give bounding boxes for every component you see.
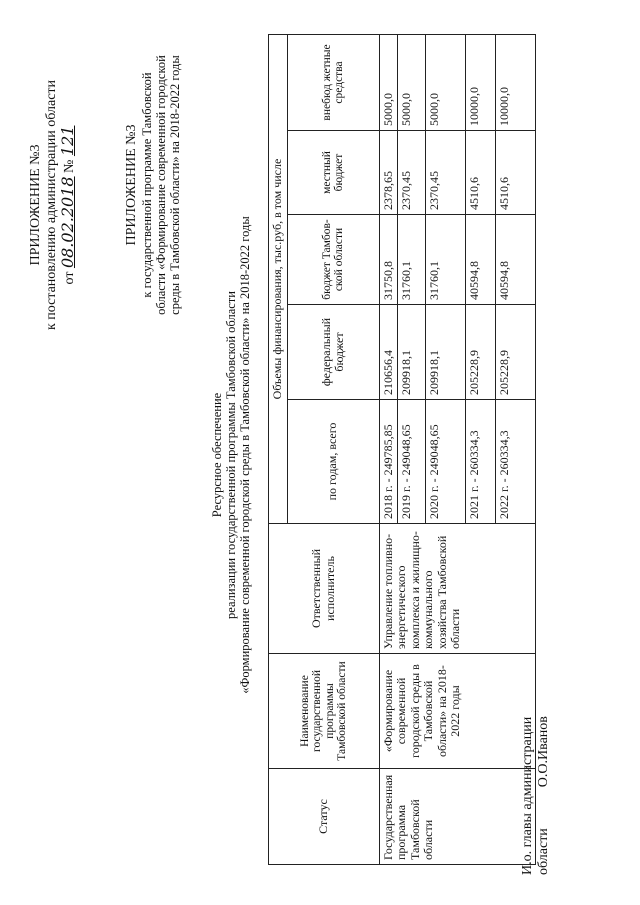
resource-table bbox=[268, 34, 536, 865]
heading-line2: реализации государственной программы Тамбовской области bbox=[224, 291, 238, 619]
header-local: местный бюджет bbox=[287, 131, 379, 215]
signature-region: области bbox=[536, 828, 551, 875]
cell-regional: 40594,8 bbox=[466, 215, 496, 305]
cell-federal: 209918,1 bbox=[398, 305, 426, 400]
document-heading bbox=[210, 165, 252, 745]
cell-offbudget: 5000,0 bbox=[379, 35, 398, 131]
header-regional: бюджет Тамбов-ской области bbox=[287, 215, 379, 305]
heading-line3: «Формирование современной городской среды в Тамбовской области» на 2018-2022 годы bbox=[238, 216, 252, 694]
signature-line bbox=[536, 545, 552, 875]
cell-federal: 205228,9 bbox=[496, 305, 536, 400]
header-status: Статус bbox=[269, 769, 380, 865]
appendix2-line2: области «Формирование современной городской bbox=[154, 55, 168, 315]
cell-status: Государственная программа Тамбовской области bbox=[379, 769, 536, 865]
appendix-date-line bbox=[60, 5, 78, 405]
signature-title: И.о. главы администрации bbox=[520, 716, 535, 875]
cell-offbudget: 5000,0 bbox=[426, 35, 466, 131]
cell-local: 2370,45 bbox=[398, 131, 426, 215]
cell-local: 4510,6 bbox=[496, 131, 536, 215]
number-value: 121 bbox=[58, 125, 77, 157]
header-by-year: по годам, всего bbox=[287, 400, 379, 524]
cell-local: 4510,6 bbox=[466, 131, 496, 215]
number-prefix: № bbox=[62, 159, 77, 173]
cell-federal: 210656,4 bbox=[379, 305, 398, 400]
header-program-name: Наименование государственной программы Тамбовской области bbox=[269, 654, 380, 769]
cell-year: 2021 г. - 260334,3 bbox=[466, 400, 496, 524]
appendix-stamp bbox=[28, 5, 78, 405]
heading-line1: Ресурсное обеспечение bbox=[210, 392, 224, 518]
cell-regional: 31760,1 bbox=[426, 215, 466, 305]
cell-executor: Управление топливно-энергетического комплекса и жилищно-коммунального хозяйства Тамбовской области bbox=[379, 524, 536, 654]
date-value: 08.02.2018 bbox=[58, 176, 77, 269]
cell-year: 2020 г. - 249048,65 bbox=[426, 400, 466, 524]
signature-name: О.О.Иванов bbox=[536, 716, 551, 788]
appendix2-title: ПРИЛОЖЕНИЕ №3 bbox=[124, 124, 139, 246]
cell-federal: 209918,1 bbox=[426, 305, 466, 400]
cell-local: 2370,45 bbox=[426, 131, 466, 215]
signature-block bbox=[520, 545, 552, 875]
cell-program-name: «Формирование современной городской среды в Тамбовской области» на 2018-2022 годы bbox=[379, 654, 536, 769]
table-header-row bbox=[269, 35, 288, 865]
appendix-line: к постановлению администрации области bbox=[44, 79, 59, 331]
cell-regional: 40594,8 bbox=[496, 215, 536, 305]
cell-offbudget: 10000,0 bbox=[466, 35, 496, 131]
appendix-title: ПРИЛОЖЕНИЕ №3 bbox=[28, 144, 43, 266]
header-offbudget: внебюд жетные средства bbox=[287, 35, 379, 131]
cell-year: 2019 г. - 249048,65 bbox=[398, 400, 426, 524]
appendix2-line3: среды в Тамбовской области» на 2018-2022 годы bbox=[168, 55, 182, 315]
cell-federal: 205228,9 bbox=[466, 305, 496, 400]
cell-regional: 31750,8 bbox=[379, 215, 398, 305]
cell-offbudget: 5000,0 bbox=[398, 35, 426, 131]
date-prefix: от bbox=[62, 271, 77, 285]
appendix2-line1: к государственной программе Тамбовской bbox=[140, 72, 154, 298]
cell-year: 2018 г. - 249785,85 bbox=[379, 400, 398, 524]
header-funding: Объемы финансирования, тыс.руб, в том числе bbox=[269, 35, 288, 524]
header-federal: федеральный бюджет bbox=[287, 305, 379, 400]
header-executor: Ответственный исполнитель bbox=[269, 524, 380, 654]
table-row bbox=[379, 35, 398, 865]
cell-year: 2022 г. - 260334,3 bbox=[496, 400, 536, 524]
cell-local: 2378,65 bbox=[379, 131, 398, 215]
appendix-program bbox=[124, 10, 182, 360]
cell-offbudget: 10000,0 bbox=[496, 35, 536, 131]
cell-regional: 31760,1 bbox=[398, 215, 426, 305]
